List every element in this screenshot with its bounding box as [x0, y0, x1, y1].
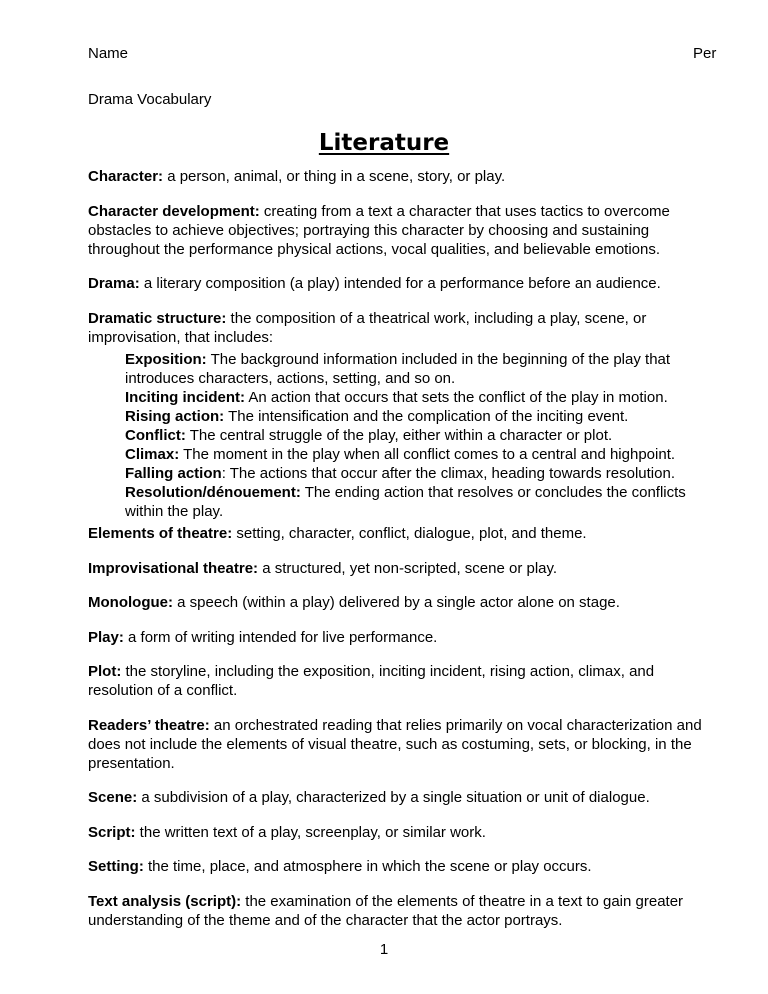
vocab-term: Improvisational theatre:	[88, 559, 259, 577]
vocab-term: Text analysis (script):	[88, 892, 242, 910]
vocab-entry	[88, 788, 723, 807]
vocab-definition: an orchestrated reading that relies primarily on vocal characterization and does not include the elements of visual theatre, such as costuming, sets, or blocking, in the presentation.	[88, 716, 702, 772]
vocab-term: Character:	[88, 168, 164, 185]
page-title	[0, 128, 768, 158]
vocab-definition: The central struggle of the play, either within a character or plot.	[185, 427, 613, 444]
vocab-definition: a structured, yet non-scripted, scene or play.	[258, 559, 558, 577]
vocab-definition: creating from a text a character that uses tactics to overcome obstacles to achieve objectives; portraying this character by choosing and sustaining throughout the performance physical actions, vocal qualities, and believable emotions.	[88, 202, 670, 258]
vocab-entry	[88, 716, 723, 773]
vocab-definition: a form of writing intended for live performance.	[123, 628, 438, 646]
vocab-entry	[88, 309, 723, 347]
vocab-term: Exposition:	[125, 351, 207, 368]
vocab-definition: The background information included in the beginning of the play that introduces characters, actions, setting, and so on.	[125, 351, 671, 387]
vocab-term: Climax:	[125, 446, 180, 463]
vocab-entry	[88, 857, 723, 876]
vocab-entry	[88, 892, 723, 930]
vocab-term: Monologue:	[88, 594, 173, 611]
period-label: Per	[693, 45, 717, 62]
vocab-entry	[88, 559, 723, 578]
page-number: 1	[379, 941, 389, 958]
vocab-entry	[125, 388, 723, 407]
vocab-entry	[125, 426, 723, 445]
document-subtitle: Drama Vocabulary	[88, 91, 212, 108]
vocab-definition: An action that occurs that sets the conflict of the play in motion.	[245, 389, 668, 406]
vocab-entry	[88, 202, 723, 259]
vocab-term: Inciting incident:	[125, 389, 245, 406]
vocab-definition: The ending action that resolves or concludes the conflicts within the play.	[125, 484, 686, 520]
vocab-term: Scene:	[88, 789, 138, 806]
name-label: Name	[88, 45, 129, 62]
vocab-entry	[88, 823, 723, 842]
vocab-term: Elements of theatre:	[88, 525, 233, 542]
dramatic-structure-list	[125, 350, 723, 521]
vocab-definition: the written text of a play, screenplay, or similar work.	[135, 823, 486, 841]
vocab-entry	[88, 167, 723, 186]
vocab-entry	[88, 524, 723, 543]
vocab-term: Plot:	[88, 663, 122, 680]
vocab-entry	[88, 662, 723, 700]
vocab-definition: the time, place, and atmosphere in which the scene or play occurs.	[143, 858, 592, 875]
vocab-term: Dramatic structure:	[88, 309, 227, 327]
vocab-entry	[125, 464, 723, 483]
vocab-term: Script:	[88, 823, 136, 841]
vocab-term: Resolution/dénouement:	[125, 484, 301, 501]
vocab-definition: the examination of the elements of theatre in a text to gain greater understanding of the theme and of the character that the actor portrays.	[88, 892, 684, 929]
vocab-definition: a person, animal, or thing in a scene, story, or play.	[163, 168, 506, 185]
vocab-term: Conflict:	[125, 427, 186, 444]
vocab-definition: The intensification and the complication of the inciting event.	[224, 408, 629, 425]
vocab-definition: The moment in the play when all conflict comes to a central and highpoint.	[179, 446, 676, 463]
vocab-term: Drama:	[88, 275, 140, 292]
vocab-definition: a subdivision of a play, characterized by a single situation or unit of dialogue.	[137, 789, 650, 806]
vocab-definition: the storyline, including the exposition, inciting incident, rising action, climax, and resolution of a conflict.	[88, 663, 655, 699]
vocab-definition: setting, character, conflict, dialogue, plot, and theme.	[232, 525, 587, 542]
vocab-term: Character development:	[88, 202, 260, 220]
vocab-term: Readers’ theatre:	[88, 716, 210, 734]
vocab-entry	[125, 445, 723, 464]
vocab-entry	[88, 628, 723, 647]
vocab-term: Rising action:	[125, 408, 225, 425]
vocab-entry	[125, 350, 723, 388]
vocab-term: Play:	[88, 628, 124, 646]
vocab-definition: a speech (within a play) delivered by a single actor alone on stage.	[172, 594, 620, 611]
title-text: Literature	[318, 130, 450, 156]
vocab-entry	[125, 483, 723, 521]
vocab-term: Setting:	[88, 858, 144, 875]
vocab-entry	[125, 407, 723, 426]
vocab-definition: : The actions that occur after the climax, heading towards resolution.	[221, 465, 675, 482]
vocab-term: Falling action	[125, 465, 222, 482]
vocab-definition: the composition of a theatrical work, including a play, scene, or improvisation, that includes:	[88, 309, 647, 346]
vocabulary-list	[88, 167, 723, 945]
vocab-entry	[88, 274, 723, 293]
vocab-definition: a literary composition (a play) intended for a performance before an audience.	[139, 275, 661, 292]
vocab-entry	[88, 593, 723, 612]
